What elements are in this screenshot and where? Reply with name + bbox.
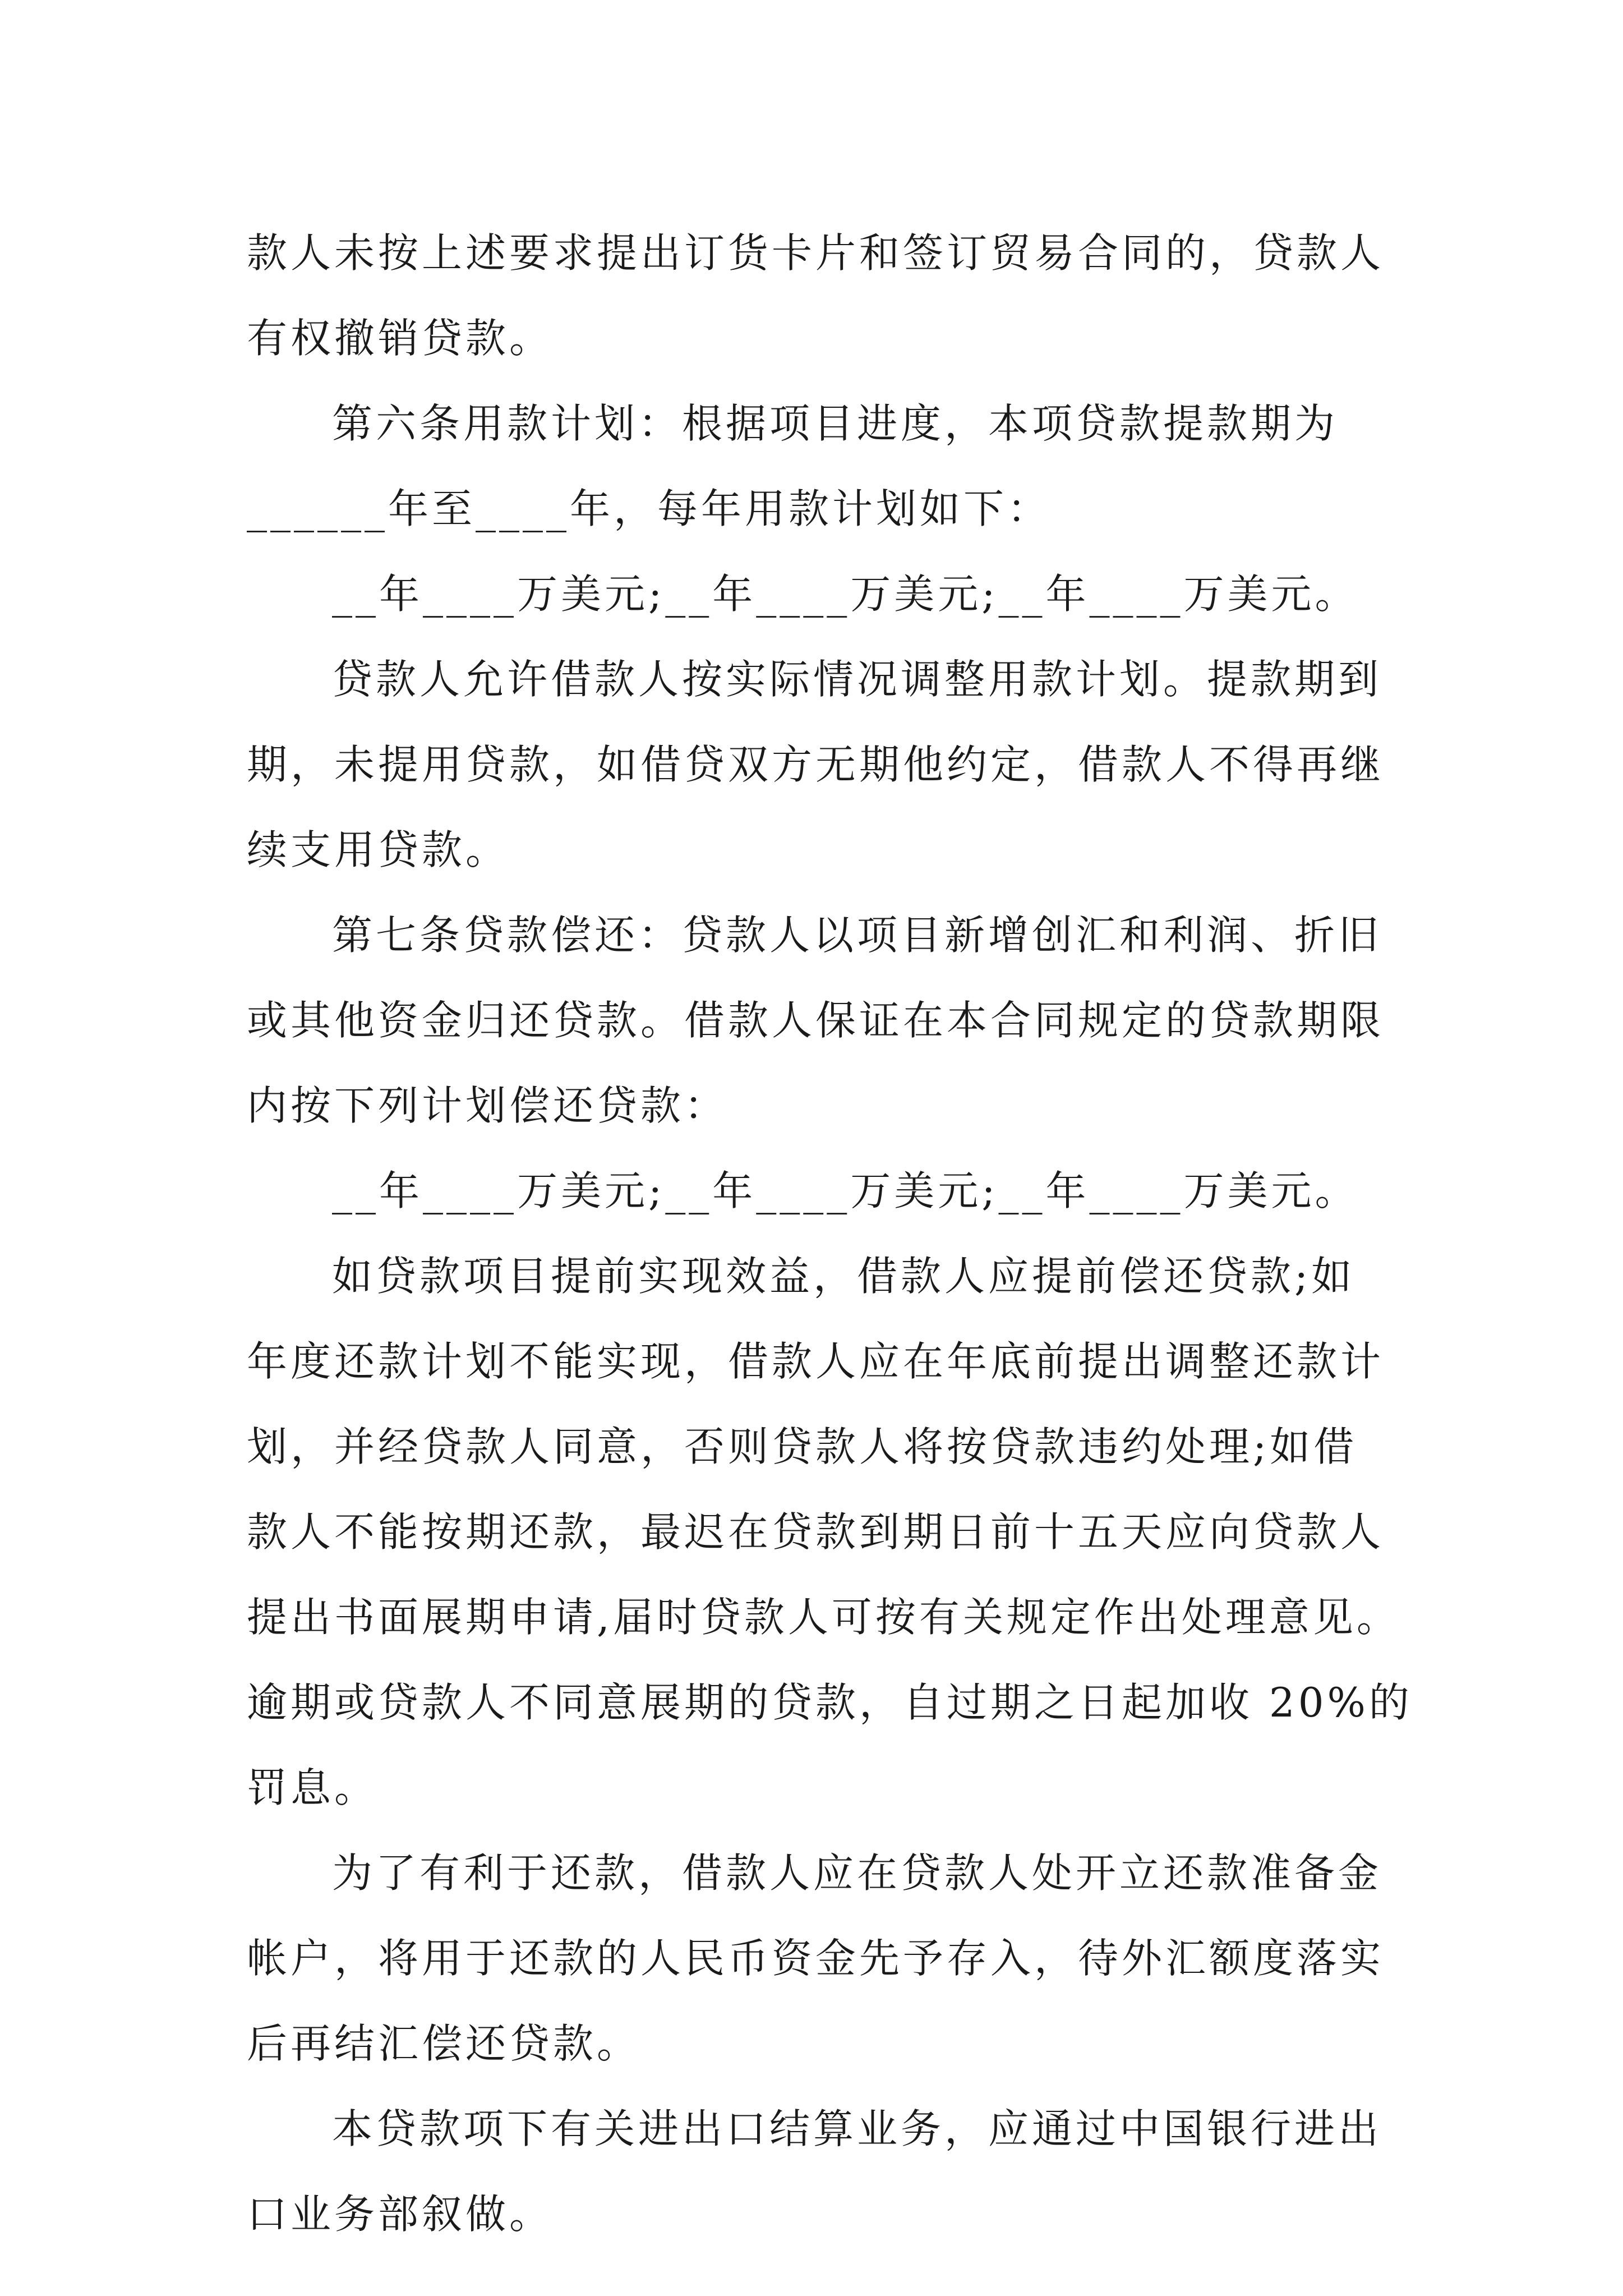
text-line: 如贷款项目提前实现效益，借款人应提前偿还贷款;如 [332,1253,1355,1300]
text-line: ______年至____年，每年用款计划如下： [247,485,1052,532]
text-line: 或其他资金归还贷款。借款人保证在本合同规定的贷款期限 [247,997,1385,1044]
text-line: 款人未按上述要求提出订货卡片和签订贸易合同的，贷款人 [247,229,1385,277]
text-line: 后再结汇偿还贷款。 [247,2020,641,2067]
text-line: __年____万美元;__年____万美元;__年____万美元。 [332,570,1359,618]
text-line: 第七条贷款偿还：贷款人以项目新增创汇和利润、折旧 [332,912,1382,959]
text-line: 提出书面展期申请,届时贷款人可按有关规定作出处理意见。 [247,1594,1400,1641]
text-line: 款人不能按期还款，最迟在贷款到期日前十五天应向贷款人 [247,1508,1385,1556]
text-line: 罚息。 [247,1764,379,1811]
text-line: 本贷款项下有关进出口结算业务，应通过中国银行进出 [332,2105,1382,2152]
text-line: 口业务部叙做。 [247,2191,554,2238]
text-line: 期，未提用贷款，如借贷双方无期他约定，借款人不得再继 [247,741,1385,788]
text-line: 续支用贷款。 [247,826,510,873]
text-line: 有权撤销贷款。 [247,315,554,362]
text-line: 内按下列计划偿还贷款： [247,1082,728,1129]
text-line: 贷款人允许借款人按实际情况调整用款计划。提款期到 [332,656,1382,703]
text-line: 逾期或贷款人不同意展期的贷款，自过期之日起加收 20%的 [247,1679,1413,1726]
document-page [247,210,1413,2257]
text-line: 为了有利于还款，借款人应在贷款人处开立还款准备金 [332,1849,1382,1897]
text-line: __年____万美元;__年____万美元;__年____万美元。 [332,1167,1359,1214]
text-line: 年度还款计划不能实现，借款人应在年底前提出调整还款计 [247,1338,1385,1385]
text-line: 帐户，将用于还款的人民币资金先予存入，待外汇额度落实 [247,1935,1385,1982]
text-line: 第六条用款计划：根据项目进度，本项贷款提款期为 [332,400,1339,447]
text-line: 划，并经贷款人同意，否则贷款人将按贷款违约处理;如借 [247,1423,1358,1470]
